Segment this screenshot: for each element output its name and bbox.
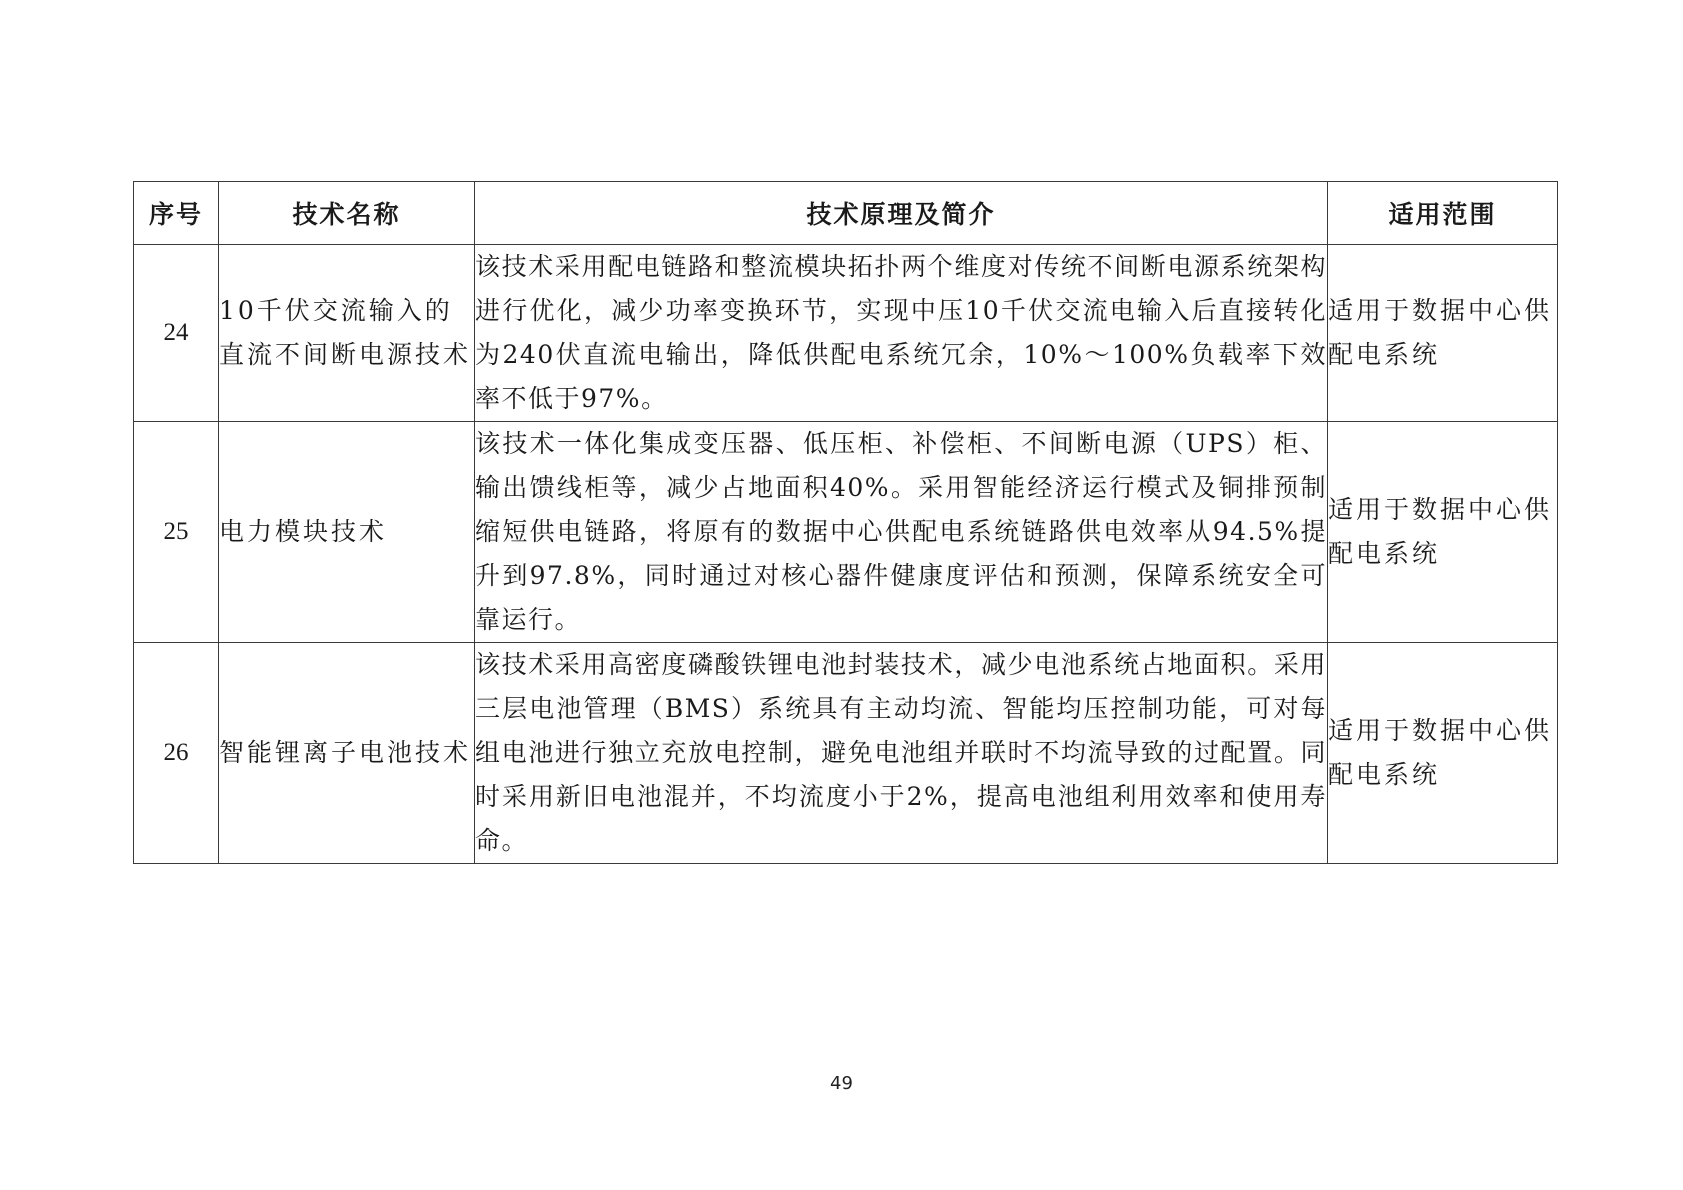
page-number: 49 [830, 1073, 853, 1094]
row-serial-number: 24 [134, 245, 219, 422]
table-row [134, 643, 1558, 864]
header-serial-number: 序号 [134, 182, 219, 245]
row-applicable-scope: 适用于数据中心供配电系统 [1328, 422, 1558, 643]
row-technology-name: 10千伏交流输入的直流不间断电源技术 [219, 245, 475, 422]
row-serial-number: 26 [134, 643, 219, 864]
row-technology-description: 该技术一体化集成变压器、低压柜、补偿柜、不间断电源（UPS）柜、输出馈线柜等，减少占地面积40%。采用智能经济运行模式及铜排预制缩短供电链路，将原有的数据中心供配电系统链路供电效率从94.5%提升到97.8%，同时通过对核心器件健康度评估和预测，保障系统安全可靠运行。 [475, 422, 1328, 643]
table-header-row [134, 182, 1558, 245]
row-serial-number: 25 [134, 422, 219, 643]
technology-table [133, 181, 1558, 864]
header-technology-description: 技术原理及简介 [475, 182, 1328, 245]
header-technology-name: 技术名称 [219, 182, 475, 245]
row-applicable-scope: 适用于数据中心供配电系统 [1328, 245, 1558, 422]
row-technology-name: 电力模块技术 [219, 422, 475, 643]
row-technology-description: 该技术采用配电链路和整流模块拓扑两个维度对传统不间断电源系统架构进行优化，减少功率变换环节，实现中压10千伏交流电输入后直接转化为240伏直流电输出，降低供配电系统冗余，10%～100%负载率下效率不低于97%。 [475, 245, 1328, 422]
table-row [134, 422, 1558, 643]
row-technology-name: 智能锂离子电池技术 [219, 643, 475, 864]
header-applicable-scope: 适用范围 [1328, 182, 1558, 245]
row-applicable-scope: 适用于数据中心供配电系统 [1328, 643, 1558, 864]
row-technology-description: 该技术采用高密度磷酸铁锂电池封装技术，减少电池系统占地面积。采用三层电池管理（BMS）系统具有主动均流、智能均压控制功能，可对每组电池进行独立充放电控制，避免电池组并联时不均流导致的过配置。同时采用新旧电池混并，不均流度小于2%，提高电池组利用效率和使用寿命。 [475, 643, 1328, 864]
table-row [134, 245, 1558, 422]
